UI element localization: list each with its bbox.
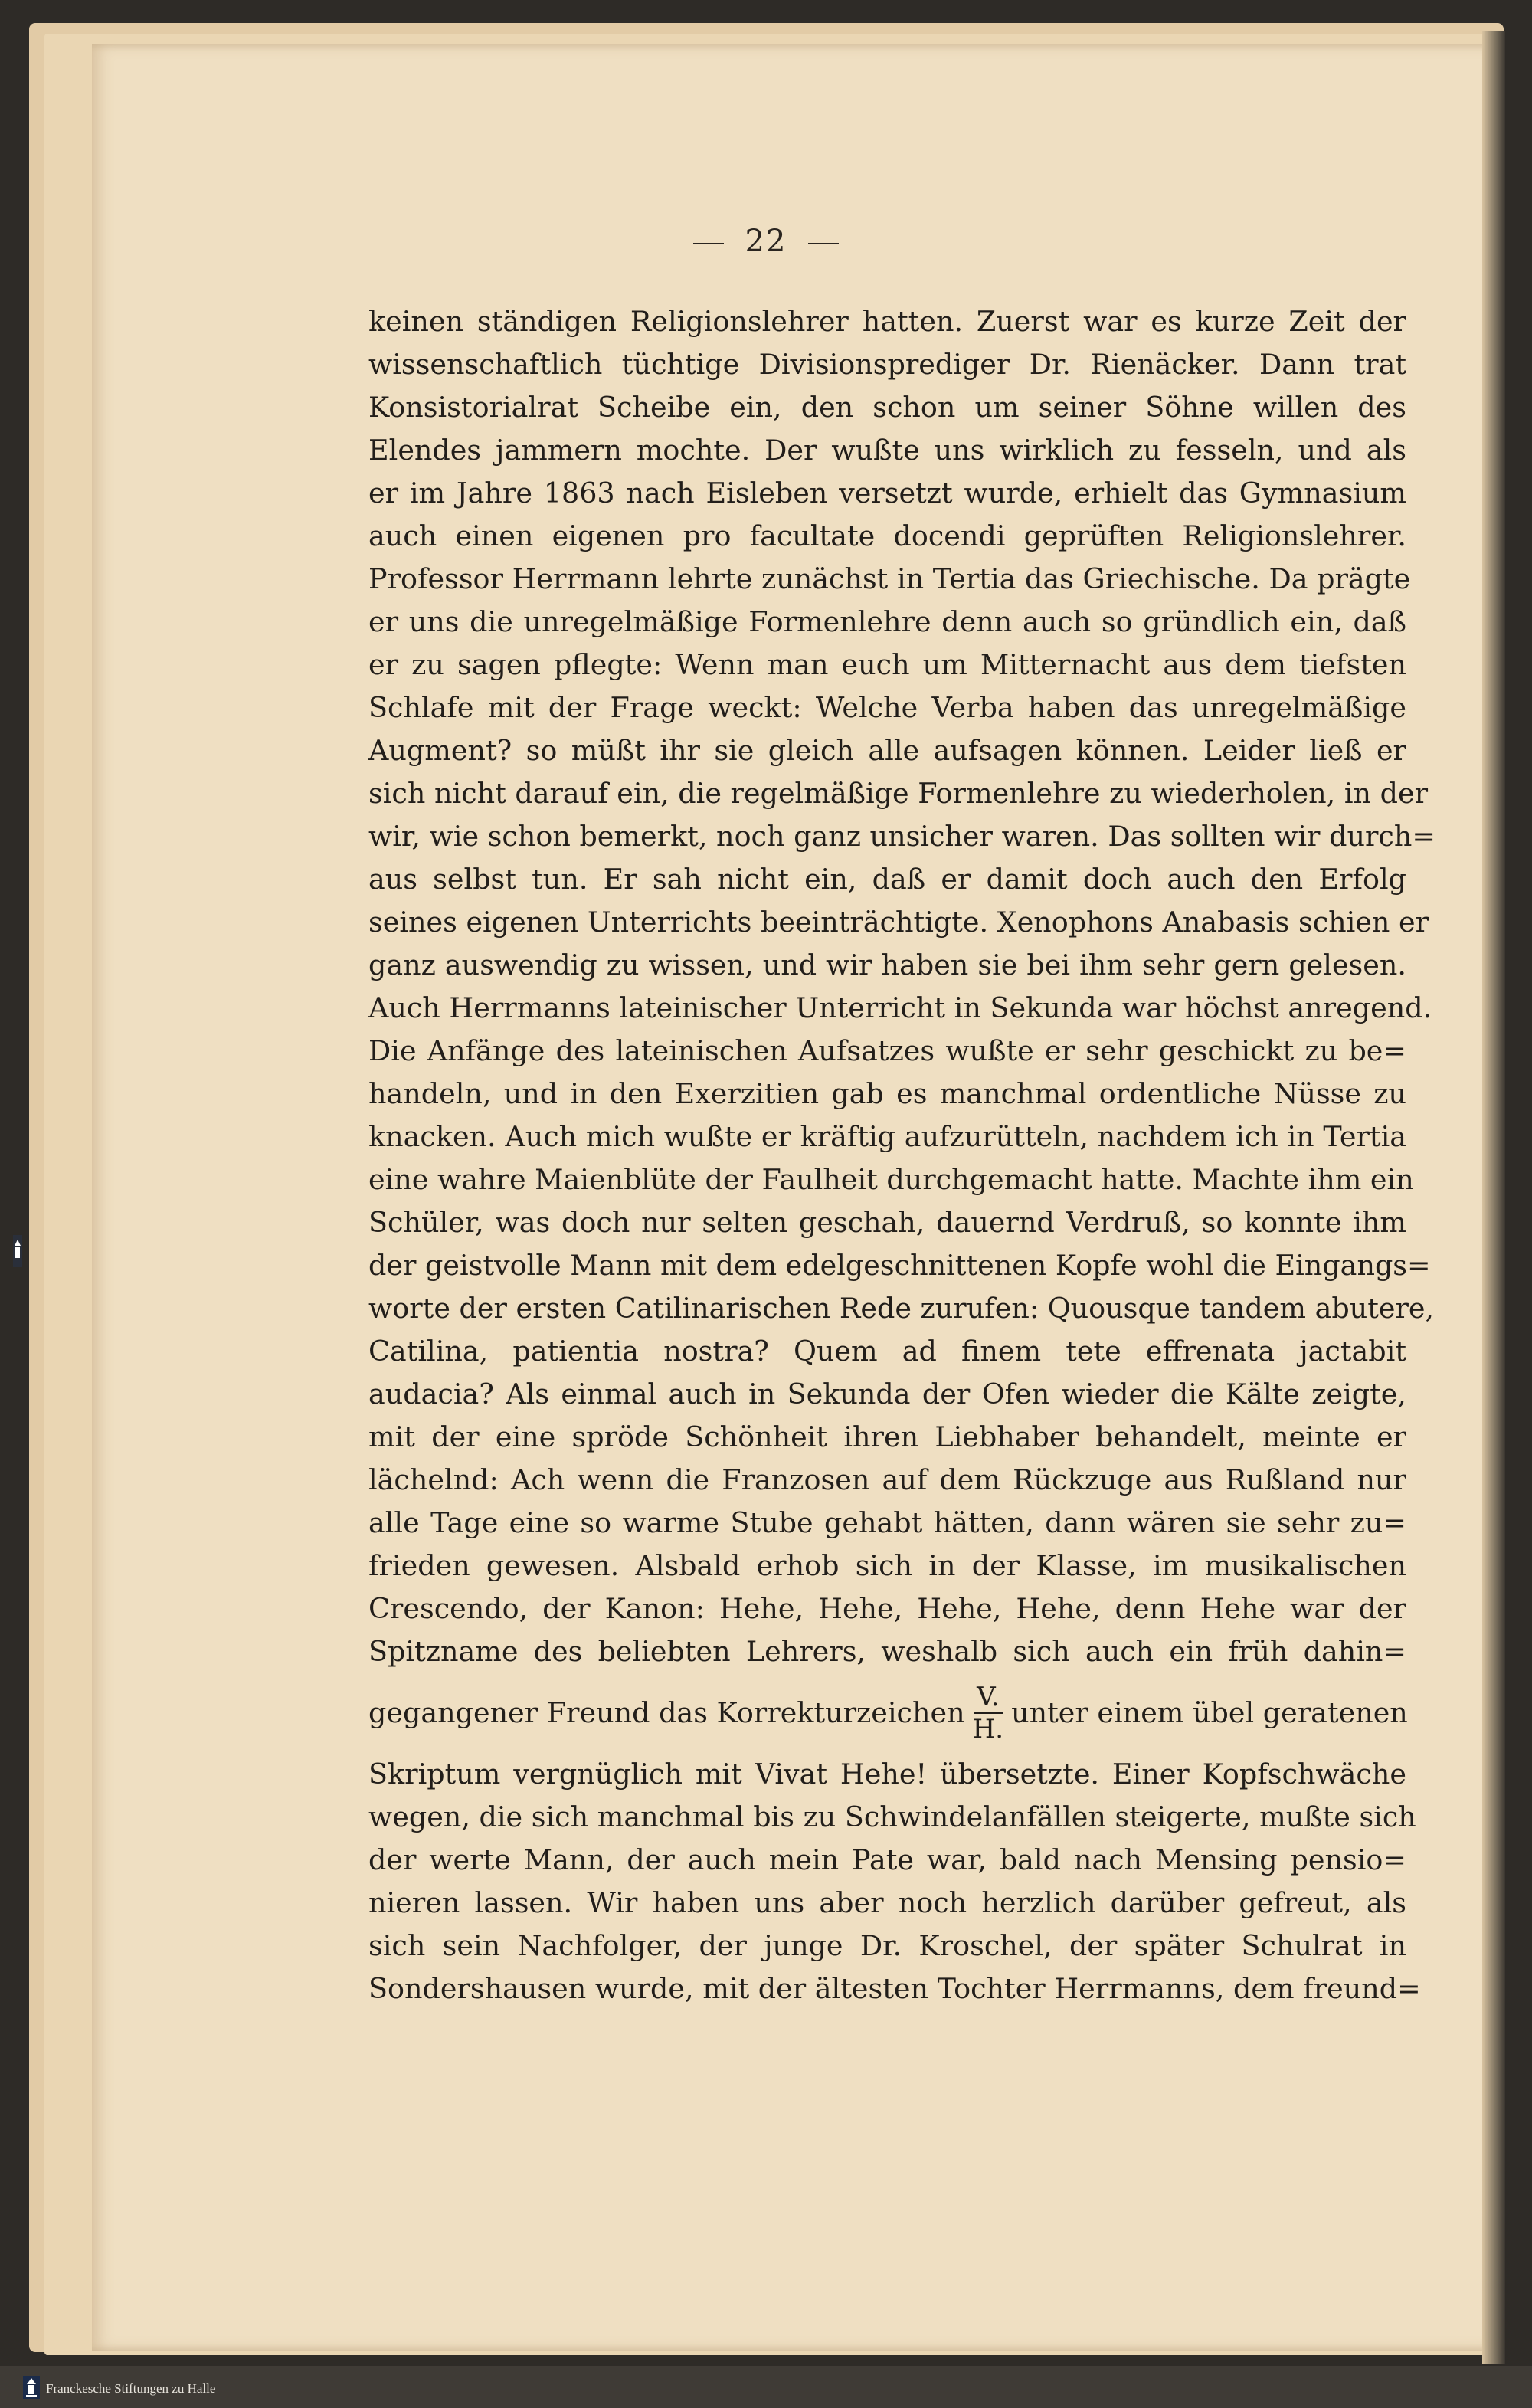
text-line: Professor Herrmann lehrte zunächst in Tertia das Griechische. Da prägte xyxy=(368,562,1411,595)
text-line: Konsistorialrat Scheibe ein, den schon um seiner Söhne willen des xyxy=(368,391,1406,424)
text-line: er zu sagen pflegte: Wenn man euch um Mitternacht aus dem tiefsten xyxy=(368,648,1406,681)
fraction-line-before: gegangener Freund das Korrekturzeichen xyxy=(368,1696,965,1729)
text-line: nieren lassen. Wir haben uns aber noch herzlich darüber gefreut, als xyxy=(368,1886,1406,1919)
text-line: auch einen eigenen pro facultate docendi geprüften Religionslehrer. xyxy=(368,519,1406,552)
side-logo-icon xyxy=(12,1235,23,1267)
text-line: Skriptum vergnüglich mit Vivat Hehe! übersetzte. Einer Kopfschwäche xyxy=(368,1758,1406,1790)
footer-bar xyxy=(0,2366,1532,2408)
fraction-line-after: unter einem übel geratenen xyxy=(1011,1696,1408,1729)
fraction-numerator: V. xyxy=(974,1682,1002,1714)
text-line: er uns die unregelmäßige Formenlehre denn auch so gründlich ein, daß xyxy=(368,605,1406,638)
text-line: handeln, und in den Exerzitien gab es manchmal ordentliche Nüsse zu xyxy=(368,1077,1406,1110)
text-line: Schüler, was doch nur selten geschah, dauernd Verdruß, so konnte ihm xyxy=(368,1206,1406,1239)
text-line: wir, wie schon bemerkt, noch ganz unsicher waren. Das sollten wir durch= xyxy=(368,820,1435,853)
text-line: der geistvolle Mann mit dem edelgeschnittenen Kopfe wohl die Eingangs= xyxy=(368,1249,1431,1282)
page-number xyxy=(0,224,1532,259)
text-line: eine wahre Maienblüte der Faulheit durchgemacht hatte. Machte ihm ein xyxy=(368,1163,1414,1196)
text-line: sich nicht darauf ein, die regelmäßige Formenlehre zu wiederholen, in der xyxy=(368,777,1429,810)
text-line: er im Jahre 1863 nach Eisleben versetzt wurde, erhielt das Gymnasium xyxy=(368,477,1406,509)
text-line: wissenschaftlich tüchtige Divisionsprediger Dr. Rienäcker. Dann trat xyxy=(368,348,1406,381)
text-line: knacken. Auch mich wußte er kräftig aufzurütteln, nachdem ich in Tertia xyxy=(368,1120,1406,1153)
correction-mark-fraction xyxy=(973,1682,1003,1745)
text-line: keinen ständigen Religionslehrer hatten. Zuerst war es kurze Zeit der xyxy=(368,305,1406,338)
text-line: Die Anfänge des lateinischen Aufsatzes wußte er sehr geschickt zu be= xyxy=(368,1034,1406,1067)
body-text xyxy=(368,300,1435,2010)
text-line-with-fraction xyxy=(368,1673,1406,1753)
page-number-value: 22 xyxy=(745,224,787,259)
text-line: Catilina, patientia nostra? Quem ad finem tete effrenata jactabit xyxy=(368,1335,1406,1368)
text-line: Elendes jammern mochte. Der wußte uns wirklich zu fesseln, und als xyxy=(368,434,1406,467)
text-line: wegen, die sich manchmal bis zu Schwindelanfällen steigerte, mußte sich xyxy=(368,1800,1416,1833)
text-line: ganz auswendig zu wissen, und wir haben sie bei ihm sehr gern gelesen. xyxy=(368,948,1406,981)
dash-right xyxy=(808,243,839,244)
text-line: worte der ersten Catilinarischen Rede zurufen: Quousque tandem abutere, xyxy=(368,1292,1435,1325)
francke-stiftungen-logo-icon xyxy=(23,2376,40,2399)
dash-left xyxy=(693,243,724,244)
text-line: seines eigenen Unterrichts beeinträchtigte. Xenophons Anabasis schien er xyxy=(368,906,1429,939)
text-line: Auch Herrmanns lateinischer Unterricht in Sekunda war höchst anregend. xyxy=(368,991,1432,1024)
text-line: aus selbst tun. Er sah nicht ein, daß er damit doch auch den Erfolg xyxy=(368,863,1406,896)
text-line: frieden gewesen. Alsbald erhob sich in der Klasse, im musikalischen xyxy=(368,1549,1406,1582)
text-line: Spitzname des beliebten Lehrers, weshalb sich auch ein früh dahin= xyxy=(368,1635,1406,1668)
text-line: mit der eine spröde Schönheit ihren Liebhaber behandelt, meinte er xyxy=(368,1420,1406,1453)
text-line: Crescendo, der Kanon: Hehe, Hehe, Hehe, Hehe, denn Hehe war der xyxy=(368,1592,1406,1625)
fraction-denominator: H. xyxy=(972,1714,1004,1745)
text-line: alle Tage eine so warme Stube gehabt hätten, dann wären sie sehr zu= xyxy=(368,1506,1406,1539)
text-line: sich sein Nachfolger, der junge Dr. Kroschel, der später Schulrat in xyxy=(368,1929,1406,1962)
text-line: der werte Mann, der auch mein Pate war, bald nach Mensing pensio= xyxy=(368,1843,1406,1876)
text-line: Augment? so müßt ihr sie gleich alle aufsagen können. Leider ließ er xyxy=(368,734,1406,767)
text-line: lächelnd: Ach wenn die Franzosen auf dem Rückzuge aus Rußland nur xyxy=(368,1463,1406,1496)
text-line: Schlafe mit der Frage weckt: Welche Verba haben das unregelmäßige xyxy=(368,691,1406,724)
text-line: Sondershausen wurde, mit der ältesten Tochter Herrmanns, dem freund= xyxy=(368,1972,1421,2005)
page-gutter-shadow xyxy=(1482,31,1505,2364)
footer-institution-name: Franckesche Stiftungen zu Halle xyxy=(46,2381,216,2396)
text-line: audacia? Als einmal auch in Sekunda der Ofen wieder die Kälte zeigte, xyxy=(368,1378,1406,1410)
